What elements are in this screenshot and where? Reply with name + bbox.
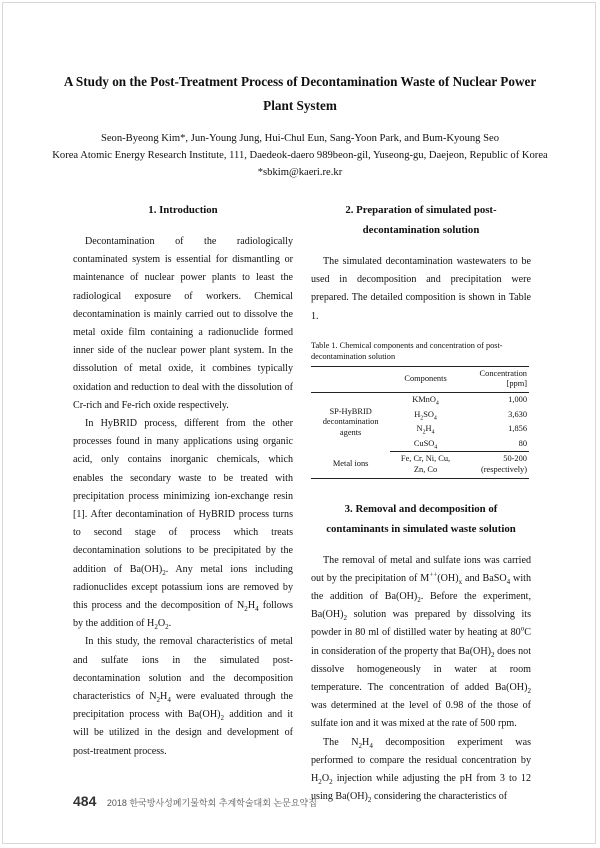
conference-name: 2018 한국방사성폐기물학회 추계학술대회 논문요약집 <box>106 798 317 808</box>
table-caption: Table 1. Chemical components and concentration of post-decontamination solution <box>311 340 503 361</box>
paper-title <box>40 70 560 118</box>
removal-paragraph-1: The removal of metal and sulfate ions was carried out by the precipitation of $M^{++}(OH)_x$ and BaSO$_4$ with the addition of $Ba(OH)_2$. Before the experiment, $Ba(OH)_2$ solution was prepared by dissolving its powder in 80 ml of distilled water by heating at 80$^o$C in consideration of the property that $Ba(OH)_2$ does not dissolve homogeneously in water at room temperature. The concentration of added $Ba(OH)_2$ was determined at the level of 0.98 of the those of sulfate ion and it was mixed at the rate of 500 rpm. <box>311 554 531 730</box>
section-heading-preparation: 2. Preparation of simulated post- decontamination solution <box>345 204 497 236</box>
concentration-value: 1,000 <box>508 395 527 404</box>
concentration-value: 80 <box>461 437 529 452</box>
left-column <box>73 200 293 761</box>
page-number: 484 <box>73 793 97 809</box>
title-line-2: Plant System <box>263 98 337 113</box>
contact-email: *sbkim@kaeri.re.kr <box>257 167 343 178</box>
section-heading-introduction: 1. Introduction <box>148 204 218 216</box>
group-label-metal-ions: Metal ions <box>311 452 390 478</box>
page-footer <box>73 793 317 811</box>
title-line-1: A Study on the Post-Treatment Process of Decontamination Waste of Nuclear Power <box>63 74 537 89</box>
component-name: CuSO$_4$ <box>390 437 461 452</box>
concentration-value: 3,630 <box>508 409 527 419</box>
header-components: Components <box>390 366 461 392</box>
affiliation: Korea Atomic Energy Research Institute, 111, Daedeok-daero 989beon-gil, Yuseong-gu, Daejeon, Republic of Korea <box>52 150 548 161</box>
intro-paragraph-3: In this study, the removal characteristics of metal and sulfate ions in the simulated post-decontamination solution and the decomposition characteristics of $N_2H_4$ were evaluated through the precipitation process with $Ba(OH)_2$ addition and it will be utilized in the design and development of post-treatment process. <box>73 636 294 757</box>
component-name: $N_2H_4$ <box>416 424 435 436</box>
component-name: Fe, Cr, Ni, Cu, Zn, Co <box>390 452 461 478</box>
header-concentration: Concentration [ppm] <box>461 366 529 392</box>
right-column <box>311 200 531 806</box>
intro-paragraph-2: In HyBRID process, different from the other processes found in many applications using organic acid, only contains inorganic chemicals, which enables the secondary waste to be treated with precipitation process minimizing ion-exchange resin [1]. After decontamination of HyBRID process turns to second stage of process which treats decontamination solutions to be precipitated by the addition of $Ba(OH)_2$. Any metal ions including radionuclides except potassium ions are removed by this process and the decomposition of $N_2H_4$ follows by the addition of $H_2O_2$. <box>73 418 293 632</box>
concentration-value: 1,856 <box>508 424 527 434</box>
concentration-value: 50-200 (respectively) <box>461 452 529 478</box>
intro-paragraph-1: Decontamination of the radiologically contaminated system is essential for dismantling or maintenance of nuclear power plants to least the radiological exposure of workers. Chemical decontamination is mainly carried out to dissolve the metal oxide film containing a radionuclide formed inner side of the nuclear power plant system. In the dissolution of metal oxide, it combines typically oxidation and reduction to deal with the dissolution of Cr-rich and Fe-rich oxide respectively. <box>73 236 293 411</box>
table-row <box>311 452 529 478</box>
author-block <box>30 130 570 181</box>
table-row <box>311 393 529 408</box>
preparation-paragraph: The simulated decontamination wastewaters to be used in decomposition and precipitation were prepared. The detailed composition is shown in Table 1. <box>311 256 531 322</box>
removal-paragraph-2: The $N_2H_4$ decomposition experiment was performed to compare the residual concentration by $H_2O_2$ injection while adjusting the pH from 3 to 12 using $Ba(OH)_2$ considering the characteristics of <box>311 736 531 805</box>
section-heading-removal: 3. Removal and decomposition of contaminants in simulated waste solution <box>326 502 516 535</box>
component-name: KMnO$_4$ <box>412 395 439 407</box>
component-name: $H_2SO_4$ <box>414 409 437 422</box>
group-label-decontamination-agents: SP-HyBRID decontamination agents <box>322 406 379 437</box>
author-list: Seon-Byeong Kim*, Jun-Young Jung, Hui-Chul Eun, Sang-Yoon Park, and Bum-Kyoung Seo <box>100 133 500 144</box>
table-header-row <box>311 366 529 392</box>
composition-table <box>311 366 529 479</box>
